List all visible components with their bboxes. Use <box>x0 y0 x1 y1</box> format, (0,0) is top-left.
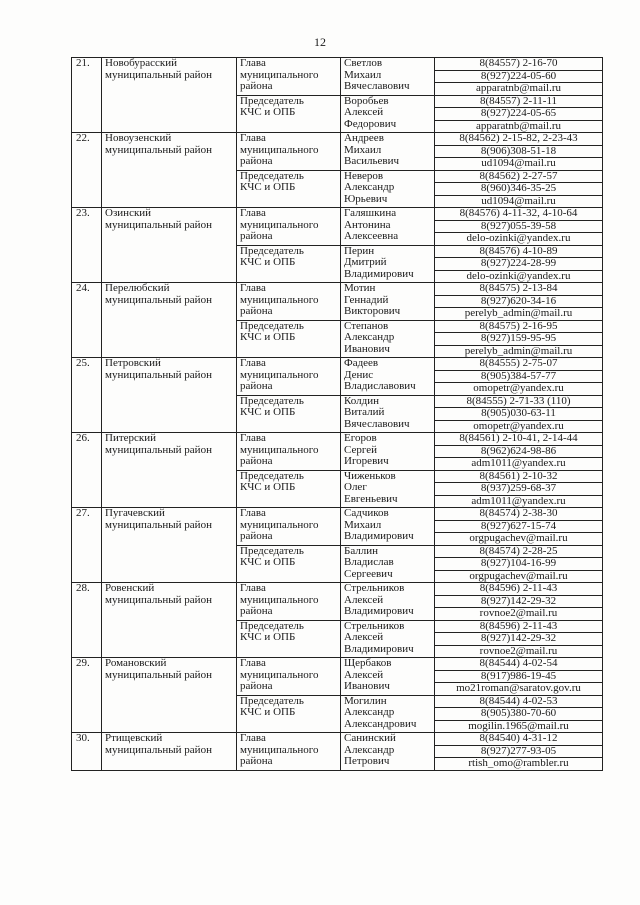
person-name-line: Галяшкина <box>344 207 397 219</box>
contact-phone: 8(927)224-05-60 <box>435 70 603 83</box>
person-name-line: Александрович <box>344 717 417 730</box>
contact-phone: 8(84561) 2-10-41, 2-14-44 <box>435 433 603 446</box>
district-name <box>102 283 237 358</box>
table-row <box>72 58 603 71</box>
contact-phone: 8(84562) 2-15-82, 2-23-43 <box>435 133 603 146</box>
person-name-line: Виталий <box>344 406 385 418</box>
row-number: 26. <box>72 433 102 508</box>
person-name <box>341 170 435 208</box>
district-name-line: Озинский <box>105 207 152 219</box>
contact-phone: 8(84544) 4-02-53 <box>435 695 603 708</box>
position-line: района <box>240 755 273 767</box>
contact-email: mogilin.1965@mail.ru <box>435 720 603 733</box>
person-name-line: Могилин <box>344 695 387 707</box>
district-name-line: муниципальный район <box>105 368 212 381</box>
person-name-line: Алексей <box>344 631 384 643</box>
position-head <box>237 658 341 696</box>
position-line: района <box>240 380 273 392</box>
position-chair <box>237 245 341 283</box>
district-name-line: Перелюбский <box>105 282 170 294</box>
person-name-line: Михаил <box>344 143 382 156</box>
position-line: муниципального <box>240 443 319 456</box>
position-line: Глава <box>240 657 266 669</box>
person-name-line: Евгеньевич <box>344 492 398 505</box>
contact-phone: 8(906)308-51-18 <box>435 145 603 158</box>
person-name <box>341 58 435 96</box>
person-name-line: Михаил <box>344 518 382 531</box>
page-number: 12 <box>314 35 326 49</box>
position-line: муниципального <box>240 368 319 381</box>
position-chair <box>237 95 341 133</box>
district-name-line: муниципальный район <box>105 293 212 306</box>
person-name <box>341 658 435 696</box>
contact-email: perelyb_admin@mail.ru <box>435 345 603 358</box>
person-name-line: Сергеевич <box>344 567 393 580</box>
person-name-line: Андреев <box>344 132 384 144</box>
person-name-line: Стрельников <box>344 620 405 632</box>
position-line: КЧС и ОПБ <box>240 181 296 193</box>
person-name-line: Дмитрий <box>344 256 387 268</box>
person-name-line: Алексей <box>344 668 384 681</box>
position-line: Председатель <box>240 245 304 257</box>
position-line: Председатель <box>240 545 304 557</box>
district-name-line: Ртищевский <box>105 732 163 744</box>
contact-phone: 8(917)986-19-45 <box>435 670 603 683</box>
row-number: 30. <box>72 733 102 771</box>
position-line: муниципального <box>240 518 319 531</box>
row-number: 25. <box>72 358 102 433</box>
position-line: муниципального <box>240 668 319 681</box>
contact-email: orgpugachev@mail.ru <box>435 570 603 583</box>
contact-phone: 8(927)277-93-05 <box>435 745 603 758</box>
person-name-line: Владимирович <box>344 267 414 280</box>
position-line: района <box>240 305 273 317</box>
position-chair <box>237 620 341 658</box>
position-line: Глава <box>240 282 266 294</box>
district-name-line: муниципальный район <box>105 68 212 81</box>
contact-phone: 8(84555) 2-71-33 (110) <box>435 395 603 408</box>
position-head <box>237 508 341 546</box>
position-line: Глава <box>240 132 266 144</box>
district-name-line: муниципальный район <box>105 743 212 756</box>
contact-email: rovnoe2@mail.ru <box>435 608 603 621</box>
position-line: Глава <box>240 507 266 519</box>
table-row <box>72 583 603 596</box>
contact-email: ud1094@mail.ru <box>435 195 603 208</box>
person-name <box>341 620 435 658</box>
contact-email: rtish_omo@rambler.ru <box>435 758 603 771</box>
contact-phone: 8(905)384-57-77 <box>435 370 603 383</box>
contact-email: adm1011@yandex.ru <box>435 495 603 508</box>
district-name <box>102 208 237 283</box>
table-row <box>72 733 603 746</box>
contact-phone: 8(927)142-29-32 <box>435 633 603 646</box>
person-name-line: Санинский <box>344 732 396 744</box>
person-name-line: Владимирович <box>344 605 414 617</box>
district-name-line: Петровский <box>105 357 161 369</box>
contact-email: adm1011@yandex.ru <box>435 458 603 471</box>
person-name-line: Егоров <box>344 432 377 444</box>
position-head <box>237 433 341 471</box>
position-head <box>237 283 341 321</box>
contact-phone: 8(84562) 2-27-57 <box>435 170 603 183</box>
person-name-line: Степанов <box>344 320 389 332</box>
position-line: Глава <box>240 432 266 444</box>
position-line: района <box>240 230 273 242</box>
district-name-line: муниципальный район <box>105 668 212 681</box>
contact-email: omopetr@yandex.ru <box>435 383 603 396</box>
person-name-line: Сергей <box>344 443 377 456</box>
position-line: района <box>240 80 273 92</box>
person-name-line: Александр <box>344 743 395 756</box>
contact-phone: 8(960)346-35-25 <box>435 183 603 196</box>
position-line: Глава <box>240 582 266 594</box>
position-chair <box>237 695 341 733</box>
contact-phone: 8(84574) 2-28-25 <box>435 545 603 558</box>
district-name <box>102 508 237 583</box>
person-name <box>341 508 435 546</box>
position-line: муниципального <box>240 293 319 306</box>
person-name-line: Алексей <box>344 593 384 606</box>
person-name-line: Владимирович <box>344 642 414 655</box>
person-name <box>341 283 435 321</box>
person-name-line: Иванович <box>344 680 390 692</box>
position-line: муниципального <box>240 743 319 756</box>
contact-email: omopetr@yandex.ru <box>435 420 603 433</box>
position-line: КЧС и ОПБ <box>240 481 296 493</box>
position-line: Председатель <box>240 170 304 182</box>
contact-phone: 8(84575) 2-16-95 <box>435 320 603 333</box>
position-line: Глава <box>240 357 266 369</box>
position-chair <box>237 395 341 433</box>
district-name-line: муниципальный район <box>105 143 212 156</box>
position-line: КЧС и ОПБ <box>240 256 296 268</box>
district-name-line: Новобурасский <box>105 57 178 69</box>
position-line: района <box>240 530 273 542</box>
person-name-line: Щербаков <box>344 657 392 669</box>
position-line: Председатель <box>240 395 304 407</box>
person-name <box>341 583 435 621</box>
contact-email: delo-ozinki@yandex.ru <box>435 233 603 246</box>
contact-phone: 8(84544) 4-02-54 <box>435 658 603 671</box>
district-name-line: муниципальный район <box>105 518 212 531</box>
person-name-line: Баллин <box>344 545 379 557</box>
position-line: Глава <box>240 207 266 219</box>
contact-email: mo21roman@saratov.gov.ru <box>435 683 603 696</box>
district-name-line: муниципальный район <box>105 593 212 606</box>
district-name <box>102 58 237 133</box>
table-row <box>72 433 603 446</box>
contact-email: ud1094@mail.ru <box>435 158 603 171</box>
person-name-line: Александр <box>344 181 395 193</box>
contact-phone: 8(927)104-16-99 <box>435 558 603 571</box>
position-chair <box>237 545 341 583</box>
person-name-line: Вячеславович <box>344 417 410 430</box>
row-number: 21. <box>72 58 102 133</box>
contact-phone: 8(84557) 2-16-70 <box>435 58 603 71</box>
contact-email: apparatnb@mail.ru <box>435 83 603 96</box>
person-name-line: Садчиков <box>344 507 389 519</box>
person-name-line: Воробьев <box>344 95 389 107</box>
person-name-line: Геннадий <box>344 293 389 306</box>
person-name-line: Чиженьков <box>344 470 396 482</box>
person-name-line: Владиславович <box>344 380 416 392</box>
row-number: 27. <box>72 508 102 583</box>
contact-phone: 8(937)259-68-37 <box>435 483 603 496</box>
position-line: КЧС и ОПБ <box>240 556 296 568</box>
person-name-line: Петрович <box>344 755 390 767</box>
person-name <box>341 358 435 396</box>
person-name <box>341 245 435 283</box>
contact-email: delo-ozinki@yandex.ru <box>435 270 603 283</box>
person-name-line: Федорович <box>344 117 397 130</box>
person-name <box>341 733 435 771</box>
position-chair <box>237 470 341 508</box>
person-name-line: Александр <box>344 706 395 718</box>
position-line: Глава <box>240 57 266 69</box>
district-name <box>102 358 237 433</box>
district-name-line: Романовский <box>105 657 167 669</box>
row-number: 22. <box>72 133 102 208</box>
person-name-line: Иванович <box>344 342 390 355</box>
person-name-line: Владимирович <box>344 530 414 542</box>
contact-phone: 8(927)224-28-99 <box>435 258 603 271</box>
person-name-line: Васильевич <box>344 155 399 167</box>
person-name-line: Алексей <box>344 106 384 118</box>
position-line: муниципального <box>240 218 319 231</box>
position-line: Председатель <box>240 620 304 632</box>
person-name <box>341 133 435 171</box>
district-name-line: муниципальный район <box>105 218 212 231</box>
contact-phone: 8(84576) 4-11-32, 4-10-64 <box>435 208 603 221</box>
contact-phone: 8(84557) 2-11-11 <box>435 95 603 108</box>
person-name <box>341 208 435 246</box>
contact-phone: 8(84574) 2-38-30 <box>435 508 603 521</box>
person-name-line: Михаил <box>344 68 382 81</box>
district-name <box>102 133 237 208</box>
person-name <box>341 433 435 471</box>
person-name-line: Светлов <box>344 57 383 69</box>
contact-email: apparatnb@mail.ru <box>435 120 603 133</box>
row-number: 28. <box>72 583 102 658</box>
contact-phone: 8(84575) 2-13-84 <box>435 283 603 296</box>
position-line: КЧС и ОПБ <box>240 406 296 418</box>
contact-email: perelyb_admin@mail.ru <box>435 308 603 321</box>
table-row <box>72 283 603 296</box>
position-line: КЧС и ОПБ <box>240 331 296 343</box>
person-name-line: Антонина <box>344 218 391 231</box>
position-line: муниципального <box>240 143 319 156</box>
contact-phone: 8(84540) 4-31-12 <box>435 733 603 746</box>
position-head <box>237 133 341 171</box>
contact-phone: 8(905)380-70-60 <box>435 708 603 721</box>
contacts-table-body <box>72 58 603 771</box>
district-name <box>102 433 237 508</box>
person-name-line: Вячеславович <box>344 80 410 92</box>
position-line: муниципального <box>240 593 319 606</box>
person-name <box>341 320 435 358</box>
district-name-line: Питерский <box>105 432 157 444</box>
position-line: КЧС и ОПБ <box>240 706 296 718</box>
district-name-line: Новоузенский <box>105 132 172 144</box>
contact-phone: 8(84596) 2-11-43 <box>435 620 603 633</box>
position-head <box>237 58 341 96</box>
person-name-line: Алексеевна <box>344 230 399 242</box>
row-number: 29. <box>72 658 102 733</box>
person-name-line: Викторович <box>344 305 401 317</box>
person-name-line: Фадеев <box>344 357 379 369</box>
person-name-line: Неверов <box>344 170 384 182</box>
row-number: 24. <box>72 283 102 358</box>
position-head <box>237 583 341 621</box>
person-name-line: Денис <box>344 368 374 381</box>
person-name-line: Юрьевич <box>344 192 388 205</box>
district-name <box>102 583 237 658</box>
person-name-line: Игоревич <box>344 455 389 467</box>
contact-phone: 8(962)624-98-86 <box>435 445 603 458</box>
contact-phone: 8(84596) 2-11-43 <box>435 583 603 596</box>
table-row <box>72 133 603 146</box>
person-name <box>341 695 435 733</box>
position-line: района <box>240 155 273 167</box>
person-name-line: Владислав <box>344 556 394 568</box>
position-head <box>237 733 341 771</box>
person-name-line: Стрельников <box>344 582 405 594</box>
position-line: КЧС и ОПБ <box>240 106 296 118</box>
contact-phone: 8(927)620-34-16 <box>435 295 603 308</box>
table-row <box>72 658 603 671</box>
position-head <box>237 208 341 246</box>
position-line: района <box>240 605 273 617</box>
contact-phone: 8(927)055-39-58 <box>435 220 603 233</box>
position-line: района <box>240 680 273 692</box>
position-line: муниципального <box>240 68 319 81</box>
row-number: 23. <box>72 208 102 283</box>
position-chair <box>237 320 341 358</box>
position-line: Председатель <box>240 695 304 707</box>
contact-phone: 8(905)030-63-11 <box>435 408 603 421</box>
district-name-line: Ровенский <box>105 582 155 594</box>
district-name <box>102 658 237 733</box>
person-name <box>341 470 435 508</box>
table-row <box>72 208 603 221</box>
contact-phone: 8(927)224-05-65 <box>435 108 603 121</box>
contact-phone: 8(84555) 2-75-07 <box>435 358 603 371</box>
district-name-line: Пугачевский <box>105 507 165 519</box>
position-line: Председатель <box>240 470 304 482</box>
district-name <box>102 733 237 771</box>
person-name-line: Мотин <box>344 282 376 294</box>
person-name-line: Александр <box>344 331 395 343</box>
contact-email: orgpugachev@mail.ru <box>435 533 603 546</box>
contact-phone: 8(927)159-95-95 <box>435 333 603 346</box>
person-name <box>341 395 435 433</box>
contact-phone: 8(84561) 2-10-32 <box>435 470 603 483</box>
contacts-table <box>71 57 603 771</box>
person-name <box>341 545 435 583</box>
position-line: Председатель <box>240 95 304 107</box>
person-name-line: Колдин <box>344 395 380 407</box>
position-line: Председатель <box>240 320 304 332</box>
person-name <box>341 95 435 133</box>
contact-phone: 8(927)142-29-32 <box>435 595 603 608</box>
contact-phone: 8(84576) 4-10-89 <box>435 245 603 258</box>
person-name-line: Олег <box>344 481 367 493</box>
person-name-line: Перин <box>344 245 375 257</box>
position-line: КЧС и ОПБ <box>240 631 296 643</box>
district-name-line: муниципальный район <box>105 443 212 456</box>
position-line: района <box>240 455 273 467</box>
table-row <box>72 358 603 371</box>
contact-email: rovnoe2@mail.ru <box>435 645 603 658</box>
contact-phone: 8(927)627-15-74 <box>435 520 603 533</box>
position-head <box>237 358 341 396</box>
table-row <box>72 508 603 521</box>
position-line: Глава <box>240 732 266 744</box>
position-chair <box>237 170 341 208</box>
